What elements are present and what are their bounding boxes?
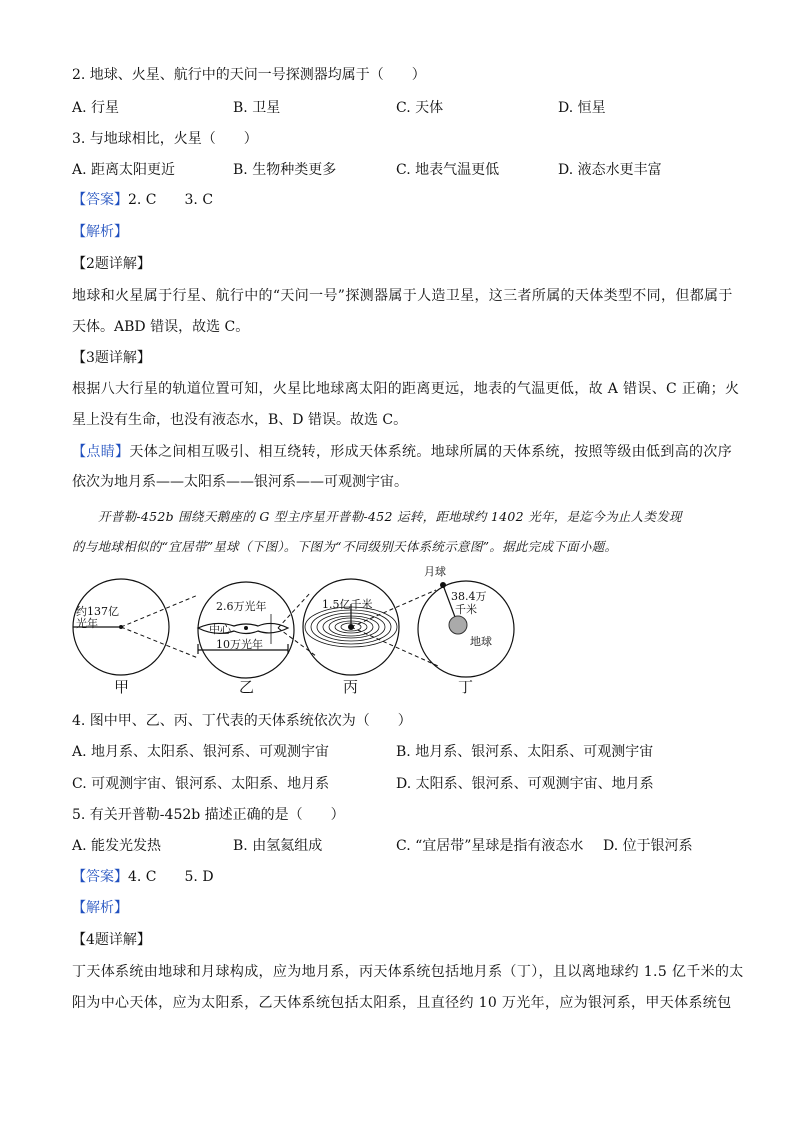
q5-option-b: B. 由氢氦组成 bbox=[233, 838, 323, 854]
detail4-tag: 【4题详解】 bbox=[72, 932, 151, 948]
connector-dash bbox=[121, 627, 198, 658]
detail3-tag: 【3题详解】 bbox=[72, 350, 151, 366]
ding-earth-text: 地球 bbox=[470, 635, 492, 648]
detail3-line2: 星上没有生命，也没有液态水，B、D 错误。故选 C。 bbox=[72, 412, 408, 428]
ding-label: 丁 bbox=[458, 678, 474, 696]
q4-option-b: B. 地月系、银河系、太阳系、可观测宇宙 bbox=[396, 744, 654, 760]
q2-option-c: C. 天体 bbox=[396, 100, 444, 116]
jia-radius-text-1: 约137亿 bbox=[76, 605, 119, 618]
pointer-tag: 【点睛】 bbox=[72, 444, 130, 460]
yi-label: 乙 bbox=[239, 678, 255, 696]
jia-label: 甲 bbox=[114, 678, 130, 696]
connector-dash bbox=[121, 595, 198, 627]
detail2-tag: 【2题详解】 bbox=[72, 256, 151, 272]
q4-option-c: C. 可观测宇宙、银河系、太阳系、地月系 bbox=[72, 776, 330, 792]
celestial-systems-figure bbox=[66, 562, 726, 702]
answer-text: 4. C 5. D bbox=[128, 869, 214, 885]
q4-option-a: A. 地月系、太阳系、银河系、可观测宇宙 bbox=[72, 744, 330, 760]
jia-radius-text-2: 光年 bbox=[76, 617, 98, 630]
bing-distance-text: 1.5亿千米 bbox=[322, 598, 373, 611]
bing-label: 丙 bbox=[343, 678, 359, 696]
answer-text: 2. C 3. C bbox=[128, 192, 214, 208]
analysis-tag-2: 【解析】 bbox=[72, 900, 128, 916]
yi-width-text: 2.6万光年 bbox=[216, 600, 267, 613]
sun-dot bbox=[348, 624, 354, 630]
q4-option-d: D. 太阳系、银河系、可观测宇宙、地月系 bbox=[396, 776, 654, 792]
answer-line-1 bbox=[72, 190, 213, 210]
q5-option-d: D. 位于银河系 bbox=[603, 838, 693, 854]
yi-center-text: 中心 bbox=[209, 623, 231, 636]
answer-tag: 【答案】 bbox=[72, 192, 128, 208]
galaxy-center-dot bbox=[244, 626, 248, 630]
q2-option-b: B. 卫星 bbox=[233, 100, 281, 116]
q5-option-a: A. 能发光发热 bbox=[72, 838, 162, 854]
ding-moon-text: 月球 bbox=[424, 565, 446, 578]
pointer-line1 bbox=[72, 442, 733, 462]
q2-option-a: A. 行星 bbox=[72, 100, 120, 116]
pointer-text: 天体之间相互吸引、相互绕转，形成天体系统。地球所属的天体系统，按照等级由低到高的次序 bbox=[129, 444, 733, 460]
q2-option-d: D. 恒星 bbox=[558, 100, 606, 116]
detail4-line2: 阳为中心天体，应为太阳系，乙天体系统包括太阳系，且直径约 10 万光年，应为银河系，甲天体系统包 bbox=[72, 995, 732, 1011]
q2-stem: 2. 地球、火星、航行中的天问一号探测器均属于（ ） bbox=[72, 67, 426, 83]
detail3-line1: 根据八大行星的轨道位置可知，火星比地球离太阳的距离更远，地表的气温更低，故 A 错误、C 正确；火 bbox=[72, 381, 740, 397]
detail2-line1: 地球和火星属于行星、航行中的“天问一号”探测器属于人造卫星，这三者所属的天体类型不同，但都属于 bbox=[72, 288, 733, 304]
q3-option-b: B. 生物种类更多 bbox=[233, 162, 337, 178]
q5-option-c: C. “宜居带”星球是指有液态水 bbox=[396, 838, 584, 854]
q3-option-a: A. 距离太阳更近 bbox=[72, 162, 176, 178]
yi-diameter-text: 10万光年 bbox=[216, 638, 263, 651]
ding-distance-text-1: 38.4万 bbox=[451, 590, 487, 603]
q5-stem: 5. 有关开普勒-452b 描述正确的是（ ） bbox=[72, 807, 345, 823]
earth-circle bbox=[449, 616, 467, 634]
analysis-tag-1: 【解析】 bbox=[72, 224, 128, 240]
detail4-line1: 丁天体系统由地球和月球构成，应为地月系，丙天体系统包括地月系（丁），且以离地球约 1.5 亿千米的太 bbox=[72, 964, 744, 980]
universe-center-dot bbox=[119, 625, 123, 629]
answer-tag: 【答案】 bbox=[72, 869, 128, 885]
q3-option-d: D. 液态水更丰富 bbox=[558, 162, 662, 178]
ding-distance-text-2: 千米 bbox=[455, 603, 477, 616]
pointer-line2: 依次为地月系——太阳系——银河系——可观测宇宙。 bbox=[72, 474, 408, 490]
answer-line-2 bbox=[72, 867, 214, 887]
q3-stem: 3. 与地球相比，火星（ ） bbox=[72, 131, 258, 147]
detail2-line2: 天体。ABD 错误，故选 C。 bbox=[72, 319, 250, 335]
q3-option-c: C. 地表气温更低 bbox=[396, 162, 500, 178]
moon-dot bbox=[440, 582, 446, 588]
q4-stem: 4. 图中甲、乙、丙、丁代表的天体系统依次为（ ） bbox=[72, 713, 412, 729]
intro-line1: 开普勒-452b 围绕天鹅座的 G 型主序星开普勒-452 运转，距地球约 1402 光年，是迄今为止人类发现 bbox=[98, 509, 682, 524]
intro-line2: 的与地球相似的“宜居带”星球（下图）。下图为“不同级别天体系统示意图”。据此完成下面小题。 bbox=[72, 539, 618, 554]
